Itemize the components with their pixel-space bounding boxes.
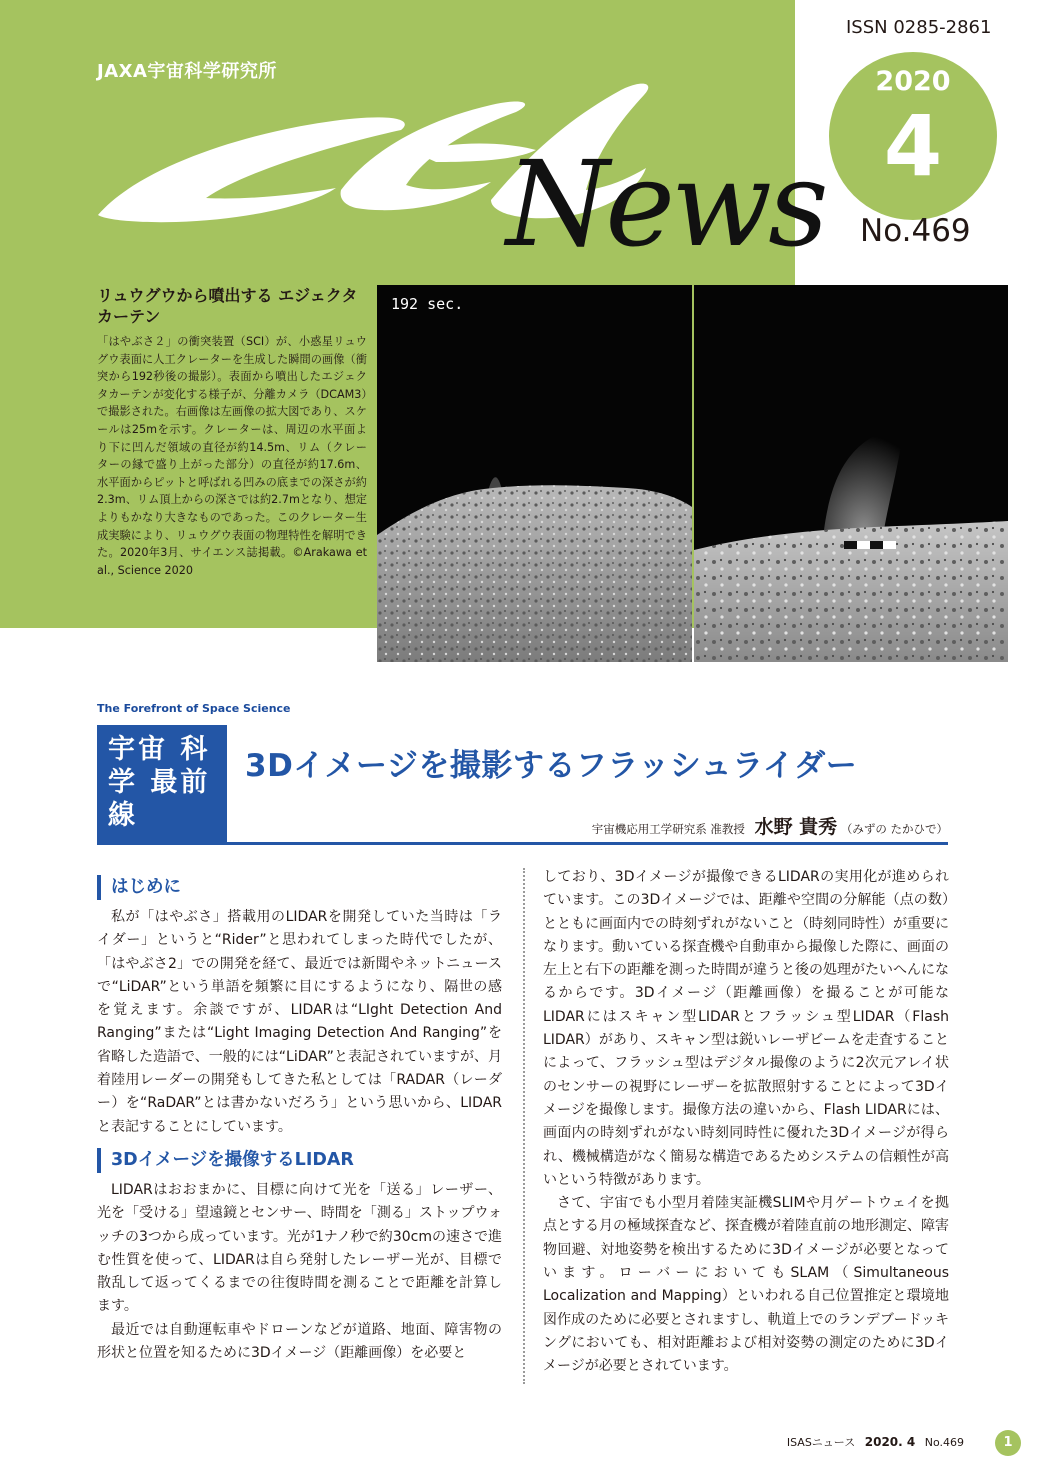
footer-issue: No.469 (924, 1436, 964, 1449)
svg-text:News: News (506, 135, 825, 273)
title-rule (97, 842, 948, 845)
issue-number: No.469 (860, 213, 971, 249)
org-name: JAXA宇宙科学研究所 (97, 61, 277, 82)
author-name: 水野 貴秀 (754, 816, 838, 838)
paragraph: 私が「はやぶさ」搭載用のLIDARを開発していた当時は「ライダー」というと“Rider”と思われてしまった時代でしたが、「はやぶさ2」での開発を経て、最近では新聞やネットニュースで“LiDAR”という単語を頻繁に目にするようになり、隔世の感を覚えます。余談ですが、LIDARは“LIght Detection And Ranging”または“Light Imaging Detection And Ranging”を省略した造語で、一般的には“LiDAR”と表記されていますが、月着陸用レーダーの開発もしてきた私としては「RADAR（レーダー）を“RaDAR”とは書かないだろう」という思いから、LIDARと表記することにしています。 (97, 909, 502, 1135)
column-divider (523, 868, 525, 1384)
elapsed-time-label: 192 sec. (391, 295, 464, 313)
left-column (97, 866, 502, 1365)
section-heading: 3Dイメージを撮像するLIDAR (97, 1147, 502, 1173)
footer-publication: ISASニュース (786, 1436, 856, 1449)
author-affiliation: 宇宙機応用工学研究系 准教授 (591, 822, 745, 836)
author-kana: （みずの たかひで） (840, 822, 948, 836)
scale-bar (844, 541, 896, 549)
series-label: 宇宙 科学 最前線 (108, 734, 211, 831)
issue-month: 4 (883, 97, 943, 195)
paragraph: さて、宇宙でも小型月着陸実証機SLIMや月ゲートウェイを拠点とする月の極域探査など、探査機が着陸直前の地形測定、障害物回避、対地姿勢を検出するために3Dイメージが必要となっています。ローバーにおいてもSLAM（Simultaneous Localization and Mapping）といわれる自己位置推定と環境地図作成のために必要とされますし、軌道上でのランデブードッキングにおいても、相対距離および相対姿勢の測定のために3Dイメージが必要とされています。 (543, 1195, 949, 1375)
footer-date: 2020. 4 (864, 1435, 916, 1449)
footer (787, 1434, 964, 1450)
paragraph: しており、3Dイメージが撮像できるLIDARの実用化が進められています。この3Dイメージでは、距離や空間の分解能（点の数）とともに画面内での時刻ずれがないこと（時刻同時性）が重要になります。動いている探査機や自動車から撮像した際に、画面の左上と右下の距離を測った時間が違うと後の処理がたいへんになるからです。3Dイメージ（距離画像）を撮ることが可能なLIDARにはスキャン型LIDARとフラッシュ型LIDAR（Flash LIDAR）があり、スキャン型は鋭いレーザビームを走査することによって、フラッシュ型はデジタル撮像のように2次元アレイ状のセンサーの視野にレーザーを拡散照射することによって3Dイメージを撮像します。撮像方法の違いから、Flash LIDARには、画面内の時刻ずれがない時刻同時性に優れた3Dイメージが得られ、機械構造がなく簡易な構造であるためシステムの信頼性が高いという特徴があります。 (543, 869, 949, 1188)
paragraph: 最近では自動運転車やドローンなどが道路、地面、障害物の形状と位置を知るために3Dイメージ（距離画像）を必要と (97, 1321, 502, 1362)
right-column (543, 866, 949, 1379)
cover-caption-title: リュウグウから噴出する エジェクタカーテン (97, 286, 358, 326)
section-heading: はじめに (97, 874, 502, 900)
isas-news-logo (96, 50, 825, 273)
cover-caption-body: 「はやぶさ２」の衝突装置（SCI）が、小惑星リュウグウ表面に人工クレーターを生成した瞬間の画像（衝突から192秒後の撮影）。表面から噴出したエジェクタカーテンが変化する様子が、分離カメラ（DCAM3）で撮影された。右画像は左画像の拡大図であり、スケールは25mを示す。クレーターは、周辺の水平面より下に凹んだ領域の直径が約14.5m、リム（クレーターの縁で盛り上がった部分）の直径が約17.6m、水平面からピットと呼ばれる凹みの底までの深さが約2.3m、リム頂上からの深さでは約2.7mとなり、想定よりもかなり大きなものであった。このクレーター生成実験により、リュウグウ表面の物理特性を解明できた。2020年3月、サイエンス誌掲載。©Arakawa et al., Science 2020 (97, 335, 367, 577)
issue-year: 2020 (875, 66, 951, 97)
byline (592, 812, 948, 839)
paragraph: LIDARはおおまかに、目標に向けて光を「送る」レーザー、光を「受ける」望遠鏡とセンサー、時間を「測る」ストップウォッチの3つから成っています。光が1ナノ秒で約30cmの速さで進む性質を使って、LIDARは自ら発射したレーザー光が、目標で散乱して返ってくるまでの往復時間を測ることで距離を計算します。 (97, 1181, 502, 1315)
section-kicker: The Forefront of Space Science (97, 702, 291, 715)
cover-photo-right (694, 285, 1008, 662)
issn: ISSN 0285-2861 (846, 17, 992, 38)
page-number: 1 (995, 1430, 1021, 1456)
cover-photo-left (377, 285, 692, 662)
article-title: 3Dイメージを撮影するフラッシュライダー (245, 748, 858, 784)
